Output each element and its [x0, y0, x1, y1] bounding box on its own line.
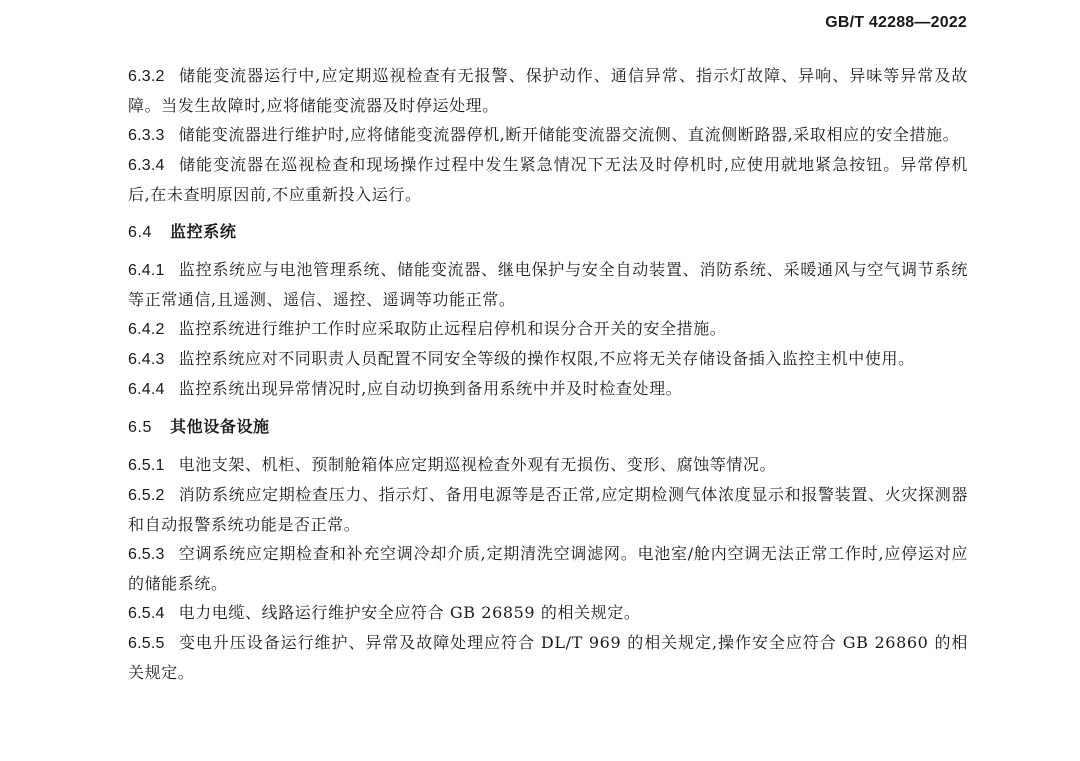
clause-6-5-2: [128, 480, 968, 539]
clause-text: 储能变流器运行中,应定期巡视检查有无报警、保护动作、通信异常、指示灯故障、异响、异味等异常及故障。当发生故障时,应将储能变流器及时停运处理。: [128, 66, 968, 115]
clause-6-4-2: [128, 314, 968, 344]
clause-text: 储能变流器在巡视检查和现场操作过程中发生紧急情况下无法及时停机时,应使用就地紧急按钮。异常停机后,在未查明原因前,不应重新投入运行。: [128, 155, 968, 204]
section-number: 6.5: [128, 419, 153, 436]
clause-text: 电力电缆、线路运行维护安全应符合 GB 26859 的相关规定。: [178, 603, 641, 622]
clause-number: 6.5.1: [128, 457, 165, 474]
clause-6-3-4: [128, 150, 968, 209]
clause-number: 6.3.4: [128, 157, 165, 174]
clause-6-3-3: [128, 120, 968, 150]
section-title: 监控系统: [170, 222, 237, 241]
clause-6-5-5: [128, 628, 968, 687]
clause-text: 监控系统进行维护工作时应采取防止远程启停机和误分合开关的安全措施。: [178, 319, 727, 338]
section-heading-6-4: [128, 217, 968, 247]
clause-6-3-2: [128, 61, 968, 120]
clause-text: 监控系统出现异常情况时,应自动切换到备用系统中并及时检查处理。: [178, 379, 683, 398]
clause-number: 6.5.4: [128, 605, 165, 622]
clause-6-4-4: [128, 374, 968, 404]
clause-6-5-3: [128, 539, 968, 598]
clause-number: 6.4.4: [128, 381, 165, 398]
clause-number: 6.4.1: [128, 262, 165, 279]
document-body: [128, 61, 968, 687]
clause-6-4-3: [128, 344, 968, 374]
section-number: 6.4: [128, 224, 153, 241]
clause-text: 电池支架、机柜、预制舱箱体应定期巡视检查外观有无损伤、变形、腐蚀等情况。: [178, 455, 777, 474]
clause-number: 6.5.2: [128, 487, 165, 504]
clause-text: 储能变流器进行维护时,应将储能变流器停机,断开储能变流器交流侧、直流侧断路器,采取相应的安全措施。: [178, 125, 960, 144]
clause-text: 监控系统应与电池管理系统、储能变流器、继电保护与安全自动装置、消防系统、采暖通风与空气调节系统等正常通信,且遥测、遥信、遥控、遥调等功能正常。: [128, 260, 968, 309]
clause-6-4-1: [128, 255, 968, 314]
clause-text: 消防系统应定期检查压力、指示灯、备用电源等是否正常,应定期检测气体浓度显示和报警装置、火灾探测器和自动报警系统功能是否正常。: [128, 485, 968, 534]
clause-number: 6.3.3: [128, 127, 165, 144]
clause-number: 6.4.3: [128, 351, 165, 368]
clause-6-5-1: [128, 450, 968, 480]
clause-text: 变电升压设备运行维护、异常及故障处理应符合 DL/T 969 的相关规定,操作安全应符合 GB 26860 的相关规定。: [128, 633, 968, 682]
clause-text: 空调系统应定期检查和补充空调冷却介质,定期清洗空调滤网。电池室/舱内空调无法正常工作时,应停运对应的储能系统。: [128, 544, 968, 593]
standard-code: GB/T 42288—2022: [825, 14, 967, 31]
clause-number: 6.5.5: [128, 635, 165, 652]
section-heading-6-5: [128, 412, 968, 442]
clause-number: 6.4.2: [128, 321, 165, 338]
clause-6-5-4: [128, 598, 968, 628]
clause-number: 6.5.3: [128, 546, 165, 563]
clause-number: 6.3.2: [128, 68, 165, 85]
clause-text: 监控系统应对不同职责人员配置不同安全等级的操作权限,不应将无关存储设备插入监控主机中使用。: [178, 349, 915, 368]
section-title: 其他设备设施: [170, 417, 270, 436]
